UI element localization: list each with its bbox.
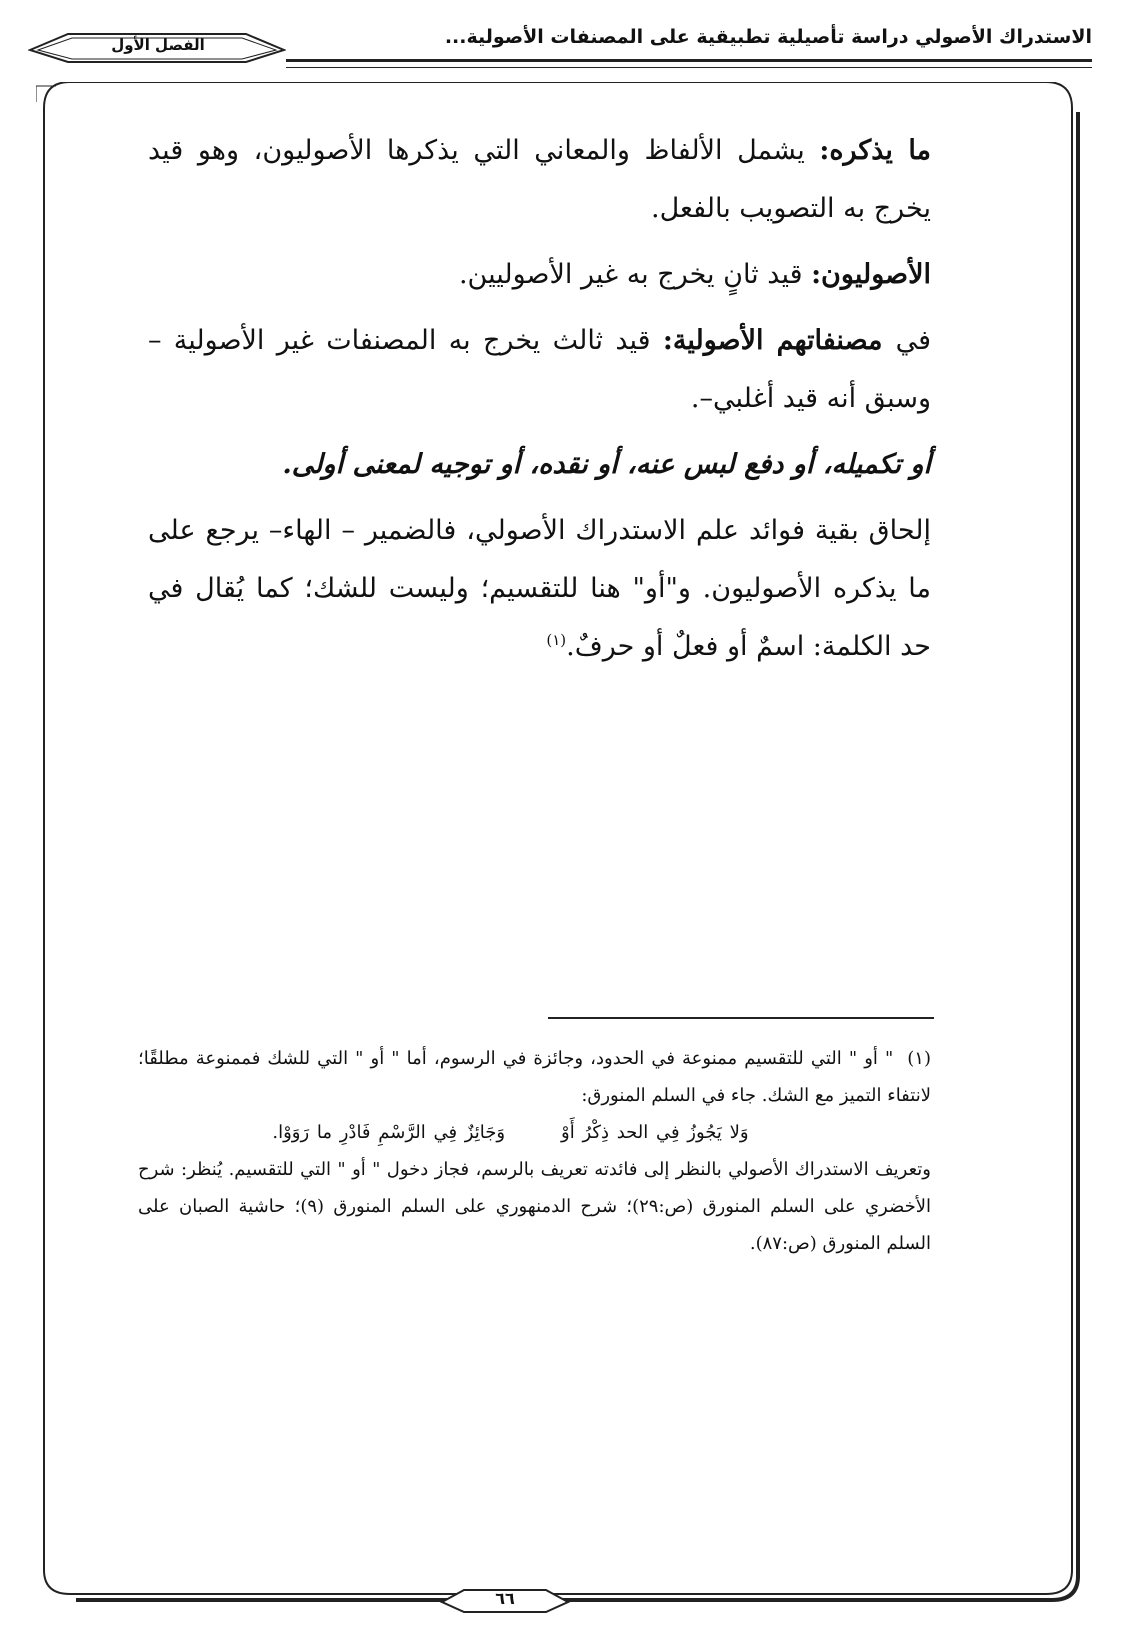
term-ma-yadhkuruhu: ما يذكره:: [819, 135, 932, 166]
footnotes: [138, 1040, 931, 1262]
term-musannafatihim: مصنفاتهم الأصولية:: [662, 325, 896, 356]
footnote-1-number: (١): [907, 1048, 931, 1069]
term-fi: في: [895, 325, 932, 356]
paragraph-2-text: قيد ثانٍ يخرج به غير الأصوليين.: [458, 259, 812, 290]
footnote-1-continuation: وتعريف الاستدراك الأصولي بالنظر إلى فائدته تعريف بالرسم، فجاز دخول " أو " التي للتقسيم. يُنظر: شرح الأخضري على السلم المنورق (ص:٢٩)؛ شرح الدمنهوري على السلم المنورق (٩)؛ حاشية الصبان على السلم المنورق (ص:٨٧).: [138, 1159, 931, 1254]
paragraph-5: [148, 502, 931, 676]
paragraph-3: [148, 312, 931, 428]
header-rule-thin: [286, 67, 1092, 68]
footnote-1-line1: " أو " التي للتقسيم ممنوعة في الحدود، وجائزة في الرسوم، أما " أو " التي للشك فممنوعة مطلقًا؛ لانتفاء التميز مع الشك. جاء في السلم المنورق:: [138, 1048, 931, 1106]
header-rule: [286, 59, 1092, 62]
verse-right-hemistich: وَلا يَجُوزُ فِي الحد ذِكْرُ أَوْ: [561, 1122, 749, 1143]
main-text: [148, 122, 931, 684]
footnote-1: [138, 1040, 931, 1114]
footnote-separator: [548, 1017, 934, 1019]
term-al-usuliyyun: الأصوليون:: [811, 259, 931, 290]
verse-left-hemistich: وَجَائِزٌ فِي الرَّسْمِ فَادْرِ ما رَوَوْا.: [272, 1122, 506, 1143]
footnote-verse: [138, 1114, 931, 1151]
chapter-tab: [28, 30, 286, 64]
chapter-label: الفصل الأول: [111, 36, 205, 54]
page-number-text: ٦٦: [495, 1589, 515, 1608]
paragraph-5-text: إلحاق بقية فوائد علم الاستدراك الأصولي، فالضمير – الهاء– يرجع على ما يذكره الأصوليون. و"أو" هنا للتقسيم؛ وليست للشك؛ كما يُقال في حد الكلمة: اسمٌ أو فعلٌ أو حرفٌ.: [148, 515, 931, 662]
page-number: [440, 1586, 570, 1614]
paragraph-1-text: يشمل الألفاظ والمعاني التي يذكرها الأصوليون، وهو قيد يخرج به التصويب بالفعل.: [148, 135, 931, 224]
paragraph-4-italic: أو تكميله، أو دفع لبس عنه، أو نقده، أو توجيه لمعنى أولى.: [282, 449, 931, 480]
page-header: [28, 18, 1092, 64]
running-title: الاستدراك الأصولي دراسة تأصيلية تطبيقية على المصنفات الأصولية...: [444, 26, 1092, 48]
paragraph-2: [148, 246, 931, 304]
paragraph-1: [148, 122, 931, 238]
footnote-reference[interactable]: (١): [546, 631, 567, 649]
paragraph-3-text: قيد ثالث يخرج به المصنفات غير الأصولية – وسبق أنه قيد أغلبي–.: [148, 325, 931, 414]
